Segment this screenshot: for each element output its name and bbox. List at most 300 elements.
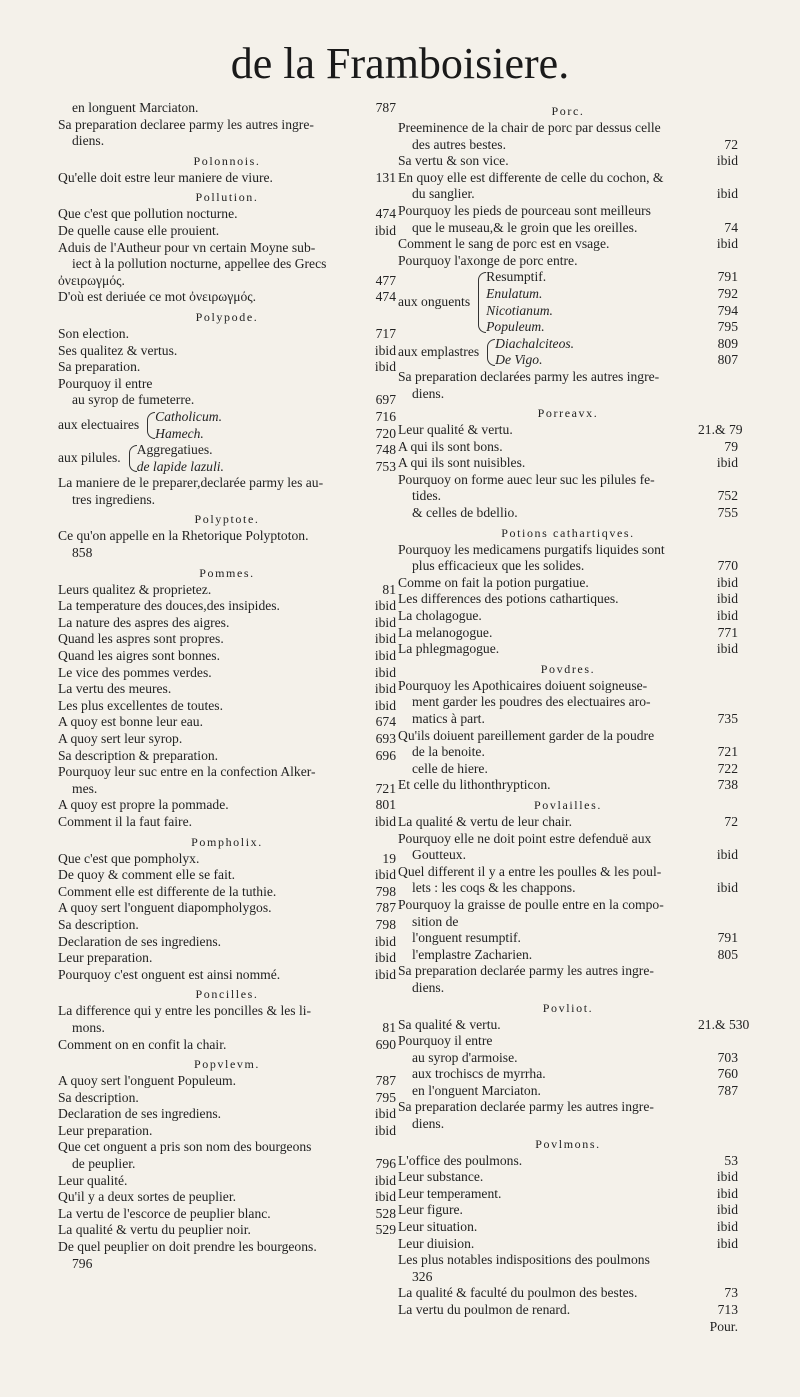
entry-text: l'onguent resumptif. [412, 930, 521, 946]
entry-text: tres ingrediens. [72, 491, 156, 507]
index-entry [398, 1116, 738, 1133]
page-number: 753 [375, 458, 396, 474]
index-entry [58, 1003, 396, 1020]
entry-text: Preeminence de la chair de porc par dessus celle [398, 120, 661, 135]
page-number: ibid [716, 641, 738, 657]
page-number: 760 [717, 1066, 738, 1082]
index-entry [58, 797, 396, 814]
index-entry [398, 591, 738, 608]
entry-text: Qu'ils doiuent pareillement garder de la poudre [398, 727, 655, 743]
page-number: 735 [717, 711, 738, 726]
section-heading: Pompholix. [191, 834, 263, 849]
page-number: 713 [717, 1302, 738, 1317]
section-heading: Poncilles. [195, 987, 259, 1002]
bracket-item: de lapide lazuli. [136, 458, 224, 474]
entry-text: La phlegmagogue. [398, 641, 500, 657]
entry-text: Pourquoy c'est onguent est ainsi nommé. [58, 966, 281, 982]
index-entry [398, 980, 738, 997]
index-entry [58, 117, 396, 134]
index-entry [398, 488, 738, 505]
bracket-brace [487, 339, 495, 366]
page-number: ibid [374, 614, 396, 630]
page-number: ibid [374, 933, 396, 949]
entry-text: Ses qualitez & vertus. [58, 342, 178, 358]
bracket-item: Diachalciteos. [495, 335, 575, 351]
page-number: ibid [374, 1106, 396, 1122]
entry-text: La vertu des meures. [58, 681, 172, 697]
page-number: 755 [717, 505, 738, 521]
index-entry [398, 711, 738, 728]
index-entry [398, 963, 738, 980]
entry-text: de la benoite. [412, 744, 485, 760]
entry-text: Sa description. [58, 1089, 139, 1105]
entry-text: Leur diuision. [398, 1235, 475, 1251]
index-entry [398, 472, 738, 489]
index-entry [398, 608, 738, 625]
entry-text: au syrop d'armoise. [412, 1049, 518, 1065]
entry-text: La qualité & vertu de leur chair. [398, 813, 573, 829]
section-heading: Pollution. [195, 190, 259, 205]
entry-text: iect à la pollution nocturne, appellee des Grecs [72, 256, 327, 272]
index-entry [58, 615, 396, 632]
page-number: 53 [724, 1152, 738, 1168]
index-entry [58, 343, 396, 360]
page-number: 791 [717, 930, 738, 946]
entry-text: Pourquoy on forme auec leur suc les pilules fe- [398, 471, 655, 487]
page-number: ibid [716, 153, 738, 169]
entry-text: De quelle cause elle prouient. [58, 222, 220, 238]
page-number: 19 [382, 850, 396, 866]
page-number: 798 [375, 883, 396, 899]
index-entry [58, 133, 396, 150]
index-entry [58, 781, 396, 798]
index-entry [398, 947, 738, 964]
entry-text: en l'onguent Marciaton. [412, 1082, 541, 1098]
page-number: ibid [716, 186, 738, 202]
page-number: 770 [717, 558, 738, 574]
catchword: Pour. [709, 1318, 738, 1334]
index-entry [398, 1269, 738, 1286]
bracket-brace [478, 272, 486, 332]
index-entry [398, 1186, 738, 1203]
entry-text: ment garder les poudres des electuaires aro- [412, 694, 651, 710]
page-title: de la Framboisiere. [230, 39, 570, 88]
entry-text: & celles de bdellio. [412, 505, 518, 521]
entry-text: 858 [72, 545, 93, 561]
entry-text: Comment il la faut faire. [58, 813, 193, 829]
entry-text: celle de hiere. [412, 760, 488, 776]
index-entry [58, 1073, 396, 1090]
entry-text: Qu'elle doit estre leur maniere de viure. [58, 169, 273, 185]
page-number: ibid [716, 1235, 738, 1251]
entry-text: Declaration de ses ingrediens. [58, 1106, 222, 1122]
entry-text: Comment elle est differente de la tuthie. [58, 883, 277, 899]
entry-text: Les plus notables indispositions des poulmons [398, 1252, 650, 1268]
index-entry [398, 744, 738, 761]
index-entry [398, 369, 738, 386]
index-entry [398, 558, 738, 575]
index-entry [58, 492, 396, 509]
page-number: 474 [375, 289, 396, 305]
entry-text: Comment le sang de porc est en vsage. [398, 236, 610, 252]
entry-text: 326 [412, 1268, 433, 1284]
index-entry [398, 1285, 738, 1302]
entry-text: A quoy sert leur syrop. [58, 731, 183, 746]
index-entry [58, 1222, 396, 1239]
index-entry [398, 253, 738, 270]
bracket-group [398, 336, 738, 369]
entry-text: La difference qui y entre les poncilles & les li- [58, 1003, 312, 1019]
index-entry [398, 930, 738, 947]
index-entry [398, 814, 738, 831]
index-entry [58, 376, 396, 393]
section-heading: Polypode. [195, 309, 259, 324]
bracket-group [58, 442, 396, 475]
page-number: 787 [717, 1082, 738, 1098]
index-entry [58, 884, 396, 901]
entry-text: Pourquoy les medicamens purgatifs liquides sont [398, 541, 665, 557]
entry-text: Sa preparation declarée parmy les autres ingre- [398, 1099, 654, 1115]
index-entry [398, 1219, 738, 1236]
entry-text: Sa description & preparation. [58, 747, 219, 763]
page-number: 529 [375, 1222, 396, 1238]
entry-text: Leur figure. [398, 1202, 463, 1218]
entry-text: A quoy sert l'onguent Populeum. [58, 1073, 237, 1089]
page-number: ibid [374, 664, 396, 680]
entry-text: Les plus excellentes de toutes. [58, 697, 223, 713]
entry-text: du sanglier. [412, 186, 475, 202]
index-entry [398, 880, 738, 897]
entry-text: La maniere de le preparer,declarée parmy les au- [58, 475, 324, 491]
entry-text: Pourquoy il entre [58, 375, 153, 391]
page-number: ibid [716, 1185, 738, 1201]
entry-text: diens. [412, 979, 445, 995]
entry-text: Que c'est que pollution nocturne. [58, 206, 238, 222]
index-entry [398, 203, 738, 220]
index-entry [398, 542, 738, 559]
page-number: 73 [724, 1285, 738, 1301]
bracket-group [398, 269, 738, 335]
page-number: ibid [374, 342, 396, 358]
page-number: ibid [374, 1189, 396, 1205]
index-entry [398, 1153, 738, 1170]
page-number: 474 [375, 206, 396, 222]
entry-text: Quand les aigres sont bonnes. [58, 648, 220, 664]
index-entry [398, 831, 738, 848]
index-entry [58, 1106, 396, 1123]
index-entry [58, 934, 396, 951]
entry-text: La temperature des douces,des insipides. [58, 598, 280, 614]
index-entry [398, 1066, 738, 1083]
page-number: 794 [717, 302, 738, 318]
index-entry [58, 545, 396, 562]
page-number: ibid [374, 648, 396, 664]
page-number: 792 [717, 285, 738, 301]
index-entry [398, 761, 738, 778]
page-number: 528 [375, 1205, 396, 1221]
page-number: 795 [717, 319, 738, 335]
index-entry [58, 917, 396, 934]
index-entry [398, 914, 738, 931]
page-number: ibid [716, 574, 738, 590]
section-heading: Porc. [551, 104, 585, 118]
index-entry [58, 273, 396, 290]
index-entry [398, 847, 738, 864]
index-entry [58, 814, 396, 831]
entry-text: A quoy est propre la pommade. [58, 797, 229, 813]
entry-text: Leur preparation. [58, 950, 153, 966]
page-number: ibid [374, 867, 396, 883]
index-entry [58, 731, 396, 748]
entry-text: diens. [412, 1116, 445, 1132]
bracket-label: aux pilules. [58, 450, 121, 466]
index-entry [398, 153, 738, 170]
bracket-item: Aggregatiues. [136, 442, 213, 458]
page-number: 809 [717, 335, 738, 351]
page-number: 798 [375, 916, 396, 932]
entry-text: sition de [412, 913, 459, 929]
index-entry [58, 900, 396, 917]
page-number: 796 [375, 1156, 396, 1172]
page-number: 720 [375, 425, 396, 441]
index-entry [398, 455, 738, 472]
page-number: 81 [382, 581, 396, 597]
page-number: ibid [716, 591, 738, 607]
page-number: 787 [375, 100, 396, 115]
index-entry [58, 170, 396, 187]
page-number: 74 [724, 219, 738, 235]
entry-text: Leur qualité. [58, 1172, 128, 1188]
page-number: 696 [375, 747, 396, 763]
page-number: 752 [717, 488, 738, 504]
bracket-item: Populeum. [486, 319, 545, 335]
entry-text: Declaration de ses ingrediens. [58, 933, 222, 949]
entry-text: A qui ils sont nuisibles. [398, 455, 526, 471]
section-heading: Potions cathartiqves. [501, 525, 635, 540]
index-column-right [398, 100, 750, 1335]
page-number: 477 [375, 272, 396, 288]
entry-text: La qualité & faculté du poulmon des bestes. [398, 1285, 638, 1301]
page-number: ibid [374, 697, 396, 713]
entry-text: Les differences des potions cathartiques. [398, 591, 619, 607]
page-number: 795 [375, 1089, 396, 1105]
index-entry [398, 236, 738, 253]
index-entry [58, 665, 396, 682]
index-entry [398, 386, 738, 403]
index-entry [58, 359, 396, 376]
bracket-label: aux onguents [398, 294, 471, 310]
index-entry [398, 1302, 738, 1319]
entry-text: que le museau,& le groin que les oreilles. [412, 219, 638, 235]
entry-text: Sa description. [58, 916, 139, 932]
page-number: ibid [374, 966, 396, 982]
page-number: 717 [375, 325, 396, 341]
index-entry [58, 206, 396, 223]
page-number: ibid [374, 598, 396, 614]
page-number: ibid [374, 222, 396, 238]
page-number: 703 [717, 1049, 738, 1065]
bracket-item: De Vigo. [495, 352, 543, 368]
section-heading: Porreavx. [537, 406, 599, 421]
entry-text: tides. [412, 488, 442, 504]
entry-text: Pourquoy la graisse de poulle entre en la compo- [398, 896, 664, 912]
entry-text: Comme on fait la potion purgatiue. [398, 574, 589, 590]
entry-text: plus efficacieux que les solides. [412, 558, 585, 574]
entry-text: mes. [72, 780, 98, 796]
index-entry [58, 764, 396, 781]
page-number: 801 [375, 797, 396, 813]
index-entry [58, 648, 396, 665]
index-entry [58, 1189, 396, 1206]
page-number: ibid [716, 880, 738, 896]
index-entry [398, 641, 738, 658]
index-entry [398, 1050, 738, 1067]
index-entry [58, 1090, 396, 1107]
bracket-label: aux electuaires [58, 417, 140, 433]
index-entry [398, 170, 738, 187]
page-number: 693 [375, 731, 396, 746]
bracket-item: Catholicum. [155, 408, 222, 424]
bracket-item: Enulatum. [486, 285, 543, 301]
page-number: 787 [375, 900, 396, 916]
index-entry [58, 240, 396, 257]
index-entry [398, 422, 743, 439]
section-heading: Povlailles. [534, 797, 602, 812]
index-entry [58, 1037, 396, 1054]
entry-text: Comment on en confit la chair. [58, 1036, 227, 1052]
index-entry [58, 1020, 396, 1037]
entry-text: Et celle du lithonthrypticon. [398, 777, 551, 793]
entry-text: aux trochiscs de myrrha. [412, 1066, 546, 1082]
entry-text: Leur preparation. [58, 1122, 153, 1138]
bracket-item: Hamech. [155, 425, 204, 441]
index-entry [398, 1236, 738, 1253]
entry-text: Pourquoy l'axonge de porc entre. [398, 252, 578, 268]
entry-text: diens. [72, 133, 105, 149]
page-number: ibid [716, 455, 738, 471]
index-entry [398, 1252, 738, 1269]
page-number: 72 [724, 813, 738, 829]
entry-text: Leur qualité & vertu. [398, 422, 513, 438]
entry-text: Pourquoy leur suc entre en la confection Alker- [58, 764, 316, 780]
entry-text: Aduis de l'Autheur pour vn certain Moyne sub- [58, 239, 316, 255]
entry-text: Que cet onguent a pris son nom des bourgeons [58, 1139, 312, 1155]
entry-text: en longuent Marciaton. [72, 100, 199, 115]
index-entry [58, 748, 396, 765]
entry-text: Qu'il y a deux sortes de peuplier. [58, 1189, 236, 1205]
entry-text: Sa preparation declarée parmy les autres ingre- [398, 963, 654, 979]
index-entry [398, 1169, 738, 1186]
page-number: 674 [375, 714, 396, 730]
entry-text: A quoy est bonne leur eau. [58, 714, 203, 730]
entry-text: La cholagogue. [398, 608, 482, 624]
entry-text: En quoy elle est differente de celle du cochon, & [398, 169, 664, 185]
entry-text: des autres bestes. [412, 136, 506, 152]
page-number: 721 [717, 744, 738, 760]
page-number: 690 [375, 1036, 396, 1052]
section-heading: Polyptote. [194, 512, 260, 527]
page-number: ibid [374, 1172, 396, 1188]
entry-text: A quoy sert l'onguent diapompholygos. [58, 900, 272, 916]
index-entry [398, 439, 738, 456]
entry-text: Quand les aspres sont propres. [58, 631, 224, 647]
index-entry [58, 1206, 396, 1223]
page-number: 81 [382, 1019, 396, 1035]
page-number: 805 [717, 946, 738, 962]
page-number: ibid [374, 1122, 396, 1138]
entry-text: De quoy & comment elle se fait. [58, 867, 236, 883]
page-number: 771 [717, 624, 738, 640]
index-entry [58, 1123, 396, 1140]
index-entry [58, 851, 396, 868]
index-entry [58, 714, 396, 731]
section-heading: Povliot. [542, 1000, 594, 1015]
index-entry [58, 100, 396, 117]
index-entry [58, 475, 396, 492]
entry-text: Pourquoy elle ne doit point estre defenduë aux [398, 830, 652, 846]
entry-text: Pourquoy les pieds de pourceau sont meilleurs [398, 202, 651, 218]
entry-text: Le vice des pommes verdes. [58, 664, 212, 680]
entry-text: La nature des aspres des aigres. [58, 614, 230, 630]
entry-text: Sa preparation. [58, 359, 141, 375]
index-entry [58, 223, 396, 240]
index-entry [58, 598, 396, 615]
section-heading: Polonnois. [193, 153, 261, 168]
page-number: ibid [716, 847, 738, 863]
section-heading: Povdres. [540, 661, 596, 676]
index-entry [398, 728, 738, 745]
index-entry [58, 1156, 396, 1173]
index-entry [58, 289, 396, 306]
entry-text: Pourquoy il entre [398, 1033, 493, 1049]
page-number: 131 [375, 169, 396, 185]
page-number: 21.& 530 [698, 1016, 750, 1032]
entry-text: ὀνειρωγμός. [58, 272, 125, 288]
entry-text: De quel peuplier on doit prendre les bourgeons. [58, 1239, 317, 1255]
index-entry [398, 897, 738, 914]
page-number: 722 [717, 760, 738, 776]
entry-text: La vertu de l'escorce de peuplier blanc. [58, 1205, 271, 1221]
entry-text: La vertu du poulmon de renard. [398, 1302, 571, 1317]
index-entry [398, 137, 738, 154]
entry-text: Que c'est que pompholyx. [58, 850, 200, 866]
entry-text: l'emplastre Zacharien. [412, 946, 533, 962]
index-entry [398, 694, 738, 711]
index-entry [398, 1099, 738, 1116]
page-number: ibid [374, 359, 396, 375]
index-column-left [58, 100, 396, 1272]
index-entry [398, 1083, 738, 1100]
entry-text: diens. [412, 385, 445, 401]
bracket-label: aux emplastres [398, 344, 480, 360]
page-number: 21.& 79 [698, 422, 743, 438]
page-number: 807 [717, 352, 738, 368]
index-entry [398, 575, 738, 592]
page-number: ibid [374, 681, 396, 697]
entry-text: lets : les coqs & les chappons. [412, 880, 576, 896]
index-entry [58, 681, 396, 698]
entry-text: Ce qu'on appelle en la Rhetorique Polyptoton. [58, 528, 309, 544]
index-entry [398, 186, 738, 203]
page-number: 787 [375, 1073, 396, 1089]
page-number: 79 [724, 438, 738, 454]
entry-text: Leur situation. [398, 1219, 478, 1235]
page-number: 748 [375, 442, 396, 458]
index-entry [58, 950, 396, 967]
bracket-brace [147, 412, 155, 439]
entry-text: mons. [72, 1019, 105, 1035]
entry-text: Leur substance. [398, 1169, 484, 1185]
